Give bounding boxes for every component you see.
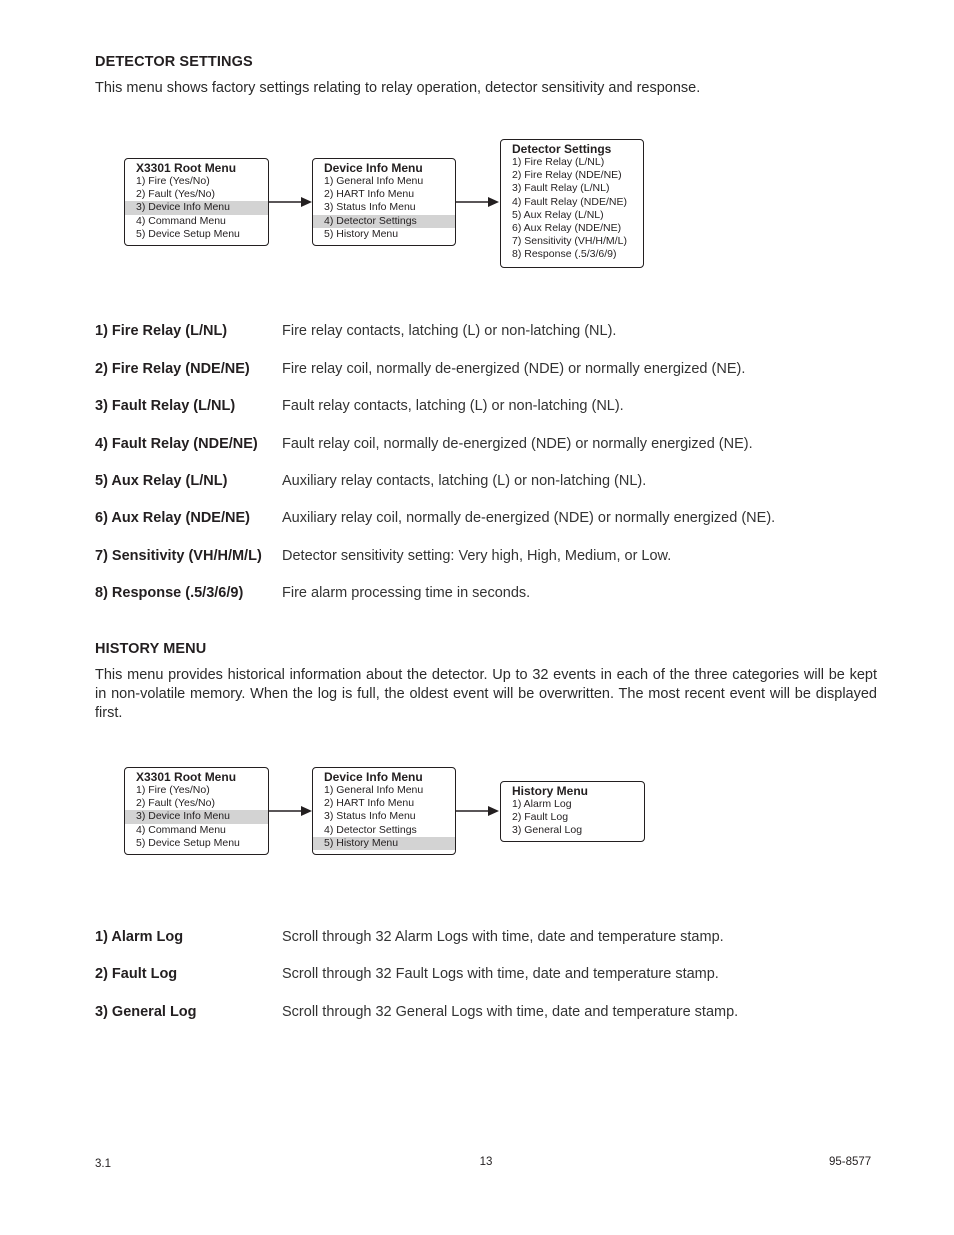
menu-item: 1) Fire (Yes/No) <box>136 784 210 796</box>
definition-desc: Fault relay contacts, latching (L) or non-latching (NL). <box>282 398 624 414</box>
arrow-right-icon <box>456 196 500 208</box>
menu-item-highlighted: 5) History Menu <box>313 837 455 850</box>
history-menu-title: History Menu <box>512 784 589 798</box>
definition-term: 7) Sensitivity (VH/H/M/L) <box>95 548 262 564</box>
menu-item: 4) Command Menu <box>136 823 226 836</box>
device-info-menu-box <box>312 158 456 246</box>
definition-desc: Fire relay contacts, latching (L) or non-latching (NL). <box>282 323 617 339</box>
footer-page-number: 13 <box>479 1156 493 1168</box>
menu-item: 4) Detector Settings <box>324 823 417 836</box>
menu-item: 2) HART Info Menu <box>324 797 415 810</box>
definition-desc: Auxiliary relay contacts, latching (L) or non-latching (NL). <box>282 473 647 489</box>
arrow-right-icon <box>269 805 313 817</box>
definition-term: 8) Response (.5/3/6/9) <box>95 585 244 601</box>
definition-desc: Scroll through 32 Alarm Logs with time, date and temperature stamp. <box>282 929 724 945</box>
menu-item: 8) Response (.5/3/6/9) <box>512 248 617 261</box>
menu-item-highlighted: 4) Detector Settings <box>313 215 455 228</box>
menu-item: 5) Aux Relay (L/NL) <box>512 208 604 221</box>
definition-desc: Fire alarm processing time in seconds. <box>282 585 531 601</box>
menu-item: 1) Fire (Yes/No) <box>136 175 210 187</box>
definition-desc: Detector sensitivity setting: Very high, High, Medium, or Low. <box>282 548 672 564</box>
definition-desc: Scroll through 32 General Logs with time, date and temperature stamp. <box>282 1004 739 1020</box>
menu-item: 1) General Info Menu <box>324 175 424 187</box>
definition-term: 6) Aux Relay (NDE/NE) <box>95 510 250 526</box>
menu-item: 3) General Log <box>512 824 583 837</box>
menu-item: 1) Alarm Log <box>512 798 572 810</box>
definition-desc: Auxiliary relay coil, normally de-energized (NDE) or normally energized (NE). <box>282 510 776 526</box>
root-menu-box <box>124 158 269 246</box>
menu-item: 5) History Menu <box>324 227 399 240</box>
definition-term: 1) Alarm Log <box>95 929 184 945</box>
menu-item: 3) Status Info Menu <box>324 810 416 823</box>
definition-term: 3) General Log <box>95 1004 197 1020</box>
definition-desc: Fire relay coil, normally de-energized (NDE) or normally energized (NE). <box>282 361 746 377</box>
definition-term: 5) Aux Relay (L/NL) <box>95 473 228 489</box>
definition-term: 3) Fault Relay (L/NL) <box>95 398 236 414</box>
definition-term: 2) Fire Relay (NDE/NE) <box>95 361 250 377</box>
footer-revision: 3.1 <box>95 1158 111 1170</box>
device-info-menu-box <box>312 767 456 855</box>
detector-settings-menu-title: Detector Settings <box>512 142 612 156</box>
device-info-menu-title: Device Info Menu <box>324 770 423 784</box>
menu-item: 5) Device Setup Menu <box>136 227 240 240</box>
detector-settings-menu-box <box>500 139 644 268</box>
arrow-right-icon <box>456 805 500 817</box>
history-menu-intro: This menu provides historical information about the detector. Up to 32 events in each of the three categories will be kept in non-volatile memory. When the log is full, the oldest event will be overwritten. The most recent event will be displayed first. <box>95 667 877 721</box>
menu-item: 6) Aux Relay (NDE/NE) <box>512 222 622 235</box>
menu-item: 5) Device Setup Menu <box>136 836 240 849</box>
menu-item: 4) Command Menu <box>136 214 226 227</box>
definition-desc: Fault relay coil, normally de-energized (NDE) or normally energized (NE). <box>282 436 753 452</box>
root-menu-title: X3301 Root Menu <box>136 770 237 784</box>
detector-settings-heading: DETECTOR SETTINGS <box>95 54 253 70</box>
menu-item-highlighted: 3) Device Info Menu <box>125 810 268 823</box>
menu-item: 4) Fault Relay (NDE/NE) <box>512 195 627 208</box>
menu-item: 1) General Info Menu <box>324 784 424 796</box>
arrow-right-icon <box>269 196 313 208</box>
device-info-menu-title: Device Info Menu <box>324 161 423 175</box>
menu-item-highlighted: 3) Device Info Menu <box>125 201 268 214</box>
menu-item: 7) Sensitivity (VH/H/M/L) <box>512 235 627 248</box>
definition-desc: Scroll through 32 Fault Logs with time, date and temperature stamp. <box>282 966 719 982</box>
history-menu-box <box>500 781 645 842</box>
menu-item: 2) Fault (Yes/No) <box>136 188 215 201</box>
menu-item: 2) Fire Relay (NDE/NE) <box>512 169 622 182</box>
menu-item: 3) Fault Relay (L/NL) <box>512 182 610 195</box>
definition-term: 1) Fire Relay (L/NL) <box>95 323 228 339</box>
menu-item: 3) Status Info Menu <box>324 201 416 214</box>
history-menu-heading: HISTORY MENU <box>95 641 207 657</box>
footer-document-number: 95-8577 <box>829 1156 872 1168</box>
detector-settings-intro: This menu shows factory settings relating to relay operation, detector sensitivity and response. <box>95 80 701 96</box>
menu-item: 2) Fault Log <box>512 811 569 824</box>
root-menu-box <box>124 767 269 855</box>
menu-item: 2) HART Info Menu <box>324 188 415 201</box>
menu-item: 2) Fault (Yes/No) <box>136 797 215 810</box>
definition-term: 4) Fault Relay (NDE/NE) <box>95 436 258 452</box>
definition-term: 2) Fault Log <box>95 966 178 982</box>
menu-item: 1) Fire Relay (L/NL) <box>512 156 605 168</box>
root-menu-title: X3301 Root Menu <box>136 161 237 175</box>
